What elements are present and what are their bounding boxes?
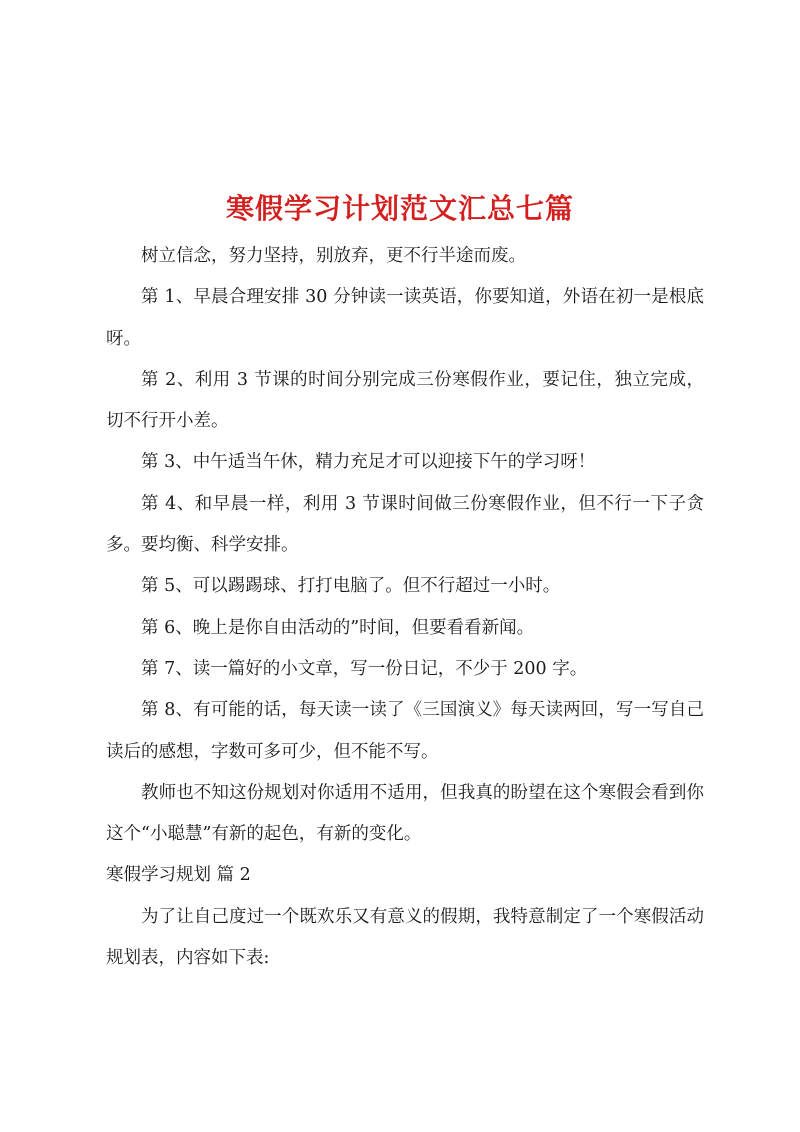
paragraph: 为了让自己度过一个既欢乐又有意义的假期，我特意制定了一个寒假活动规划表，内容如下表:: [106, 906, 704, 969]
paragraph: 第 8、有可能的话，每天读一读了《三国演义》每天读两回，写一写自己读后的感想，字数可多可少，但不能不写。: [106, 700, 704, 762]
paragraph: 第 3、中午适当午休，精力充足才可以迎接下午的学习呀！: [141, 452, 596, 473]
section-heading: 寒假学习规划 篇 2: [106, 865, 251, 886]
paragraph: 第 6、晚上是你自由活动的”时间，但要看看新闻。: [141, 617, 535, 638]
paragraph: 树立信念，努力坚持，别放弃，更不行半途而废。: [141, 246, 526, 266]
paragraph: 第 2、利用 3 节课的时间分别完成三份寒假作业，要记住，独立完成，切不行开小差。: [106, 369, 704, 432]
document-title: 寒假学习计划范文汇总七篇: [225, 191, 574, 225]
paragraph: 第 4、和早晨一样，利用 3 节课时间做三份寒假作业，但不行一下子贪多。要均衡、科学安排。: [106, 493, 704, 556]
paragraph: 第 5、可以踢踢球、打打电脑了。但不行超过一小时。: [141, 576, 561, 597]
paragraph: 教师也不知这份规划对你适用不适用，但我真的盼望在这个寒假会看到你这个“小聪慧”有新的起色，有新的变化。: [106, 782, 704, 845]
paragraph: 第 7、读一篇好的小文章，写一份日记，不少于 200 字。: [141, 658, 588, 679]
paragraph: 第 1、早晨合理安排 30 分钟读一读英语，你要知道，外语在初一是根底呀。: [106, 287, 704, 349]
document-body: [106, 236, 704, 979]
